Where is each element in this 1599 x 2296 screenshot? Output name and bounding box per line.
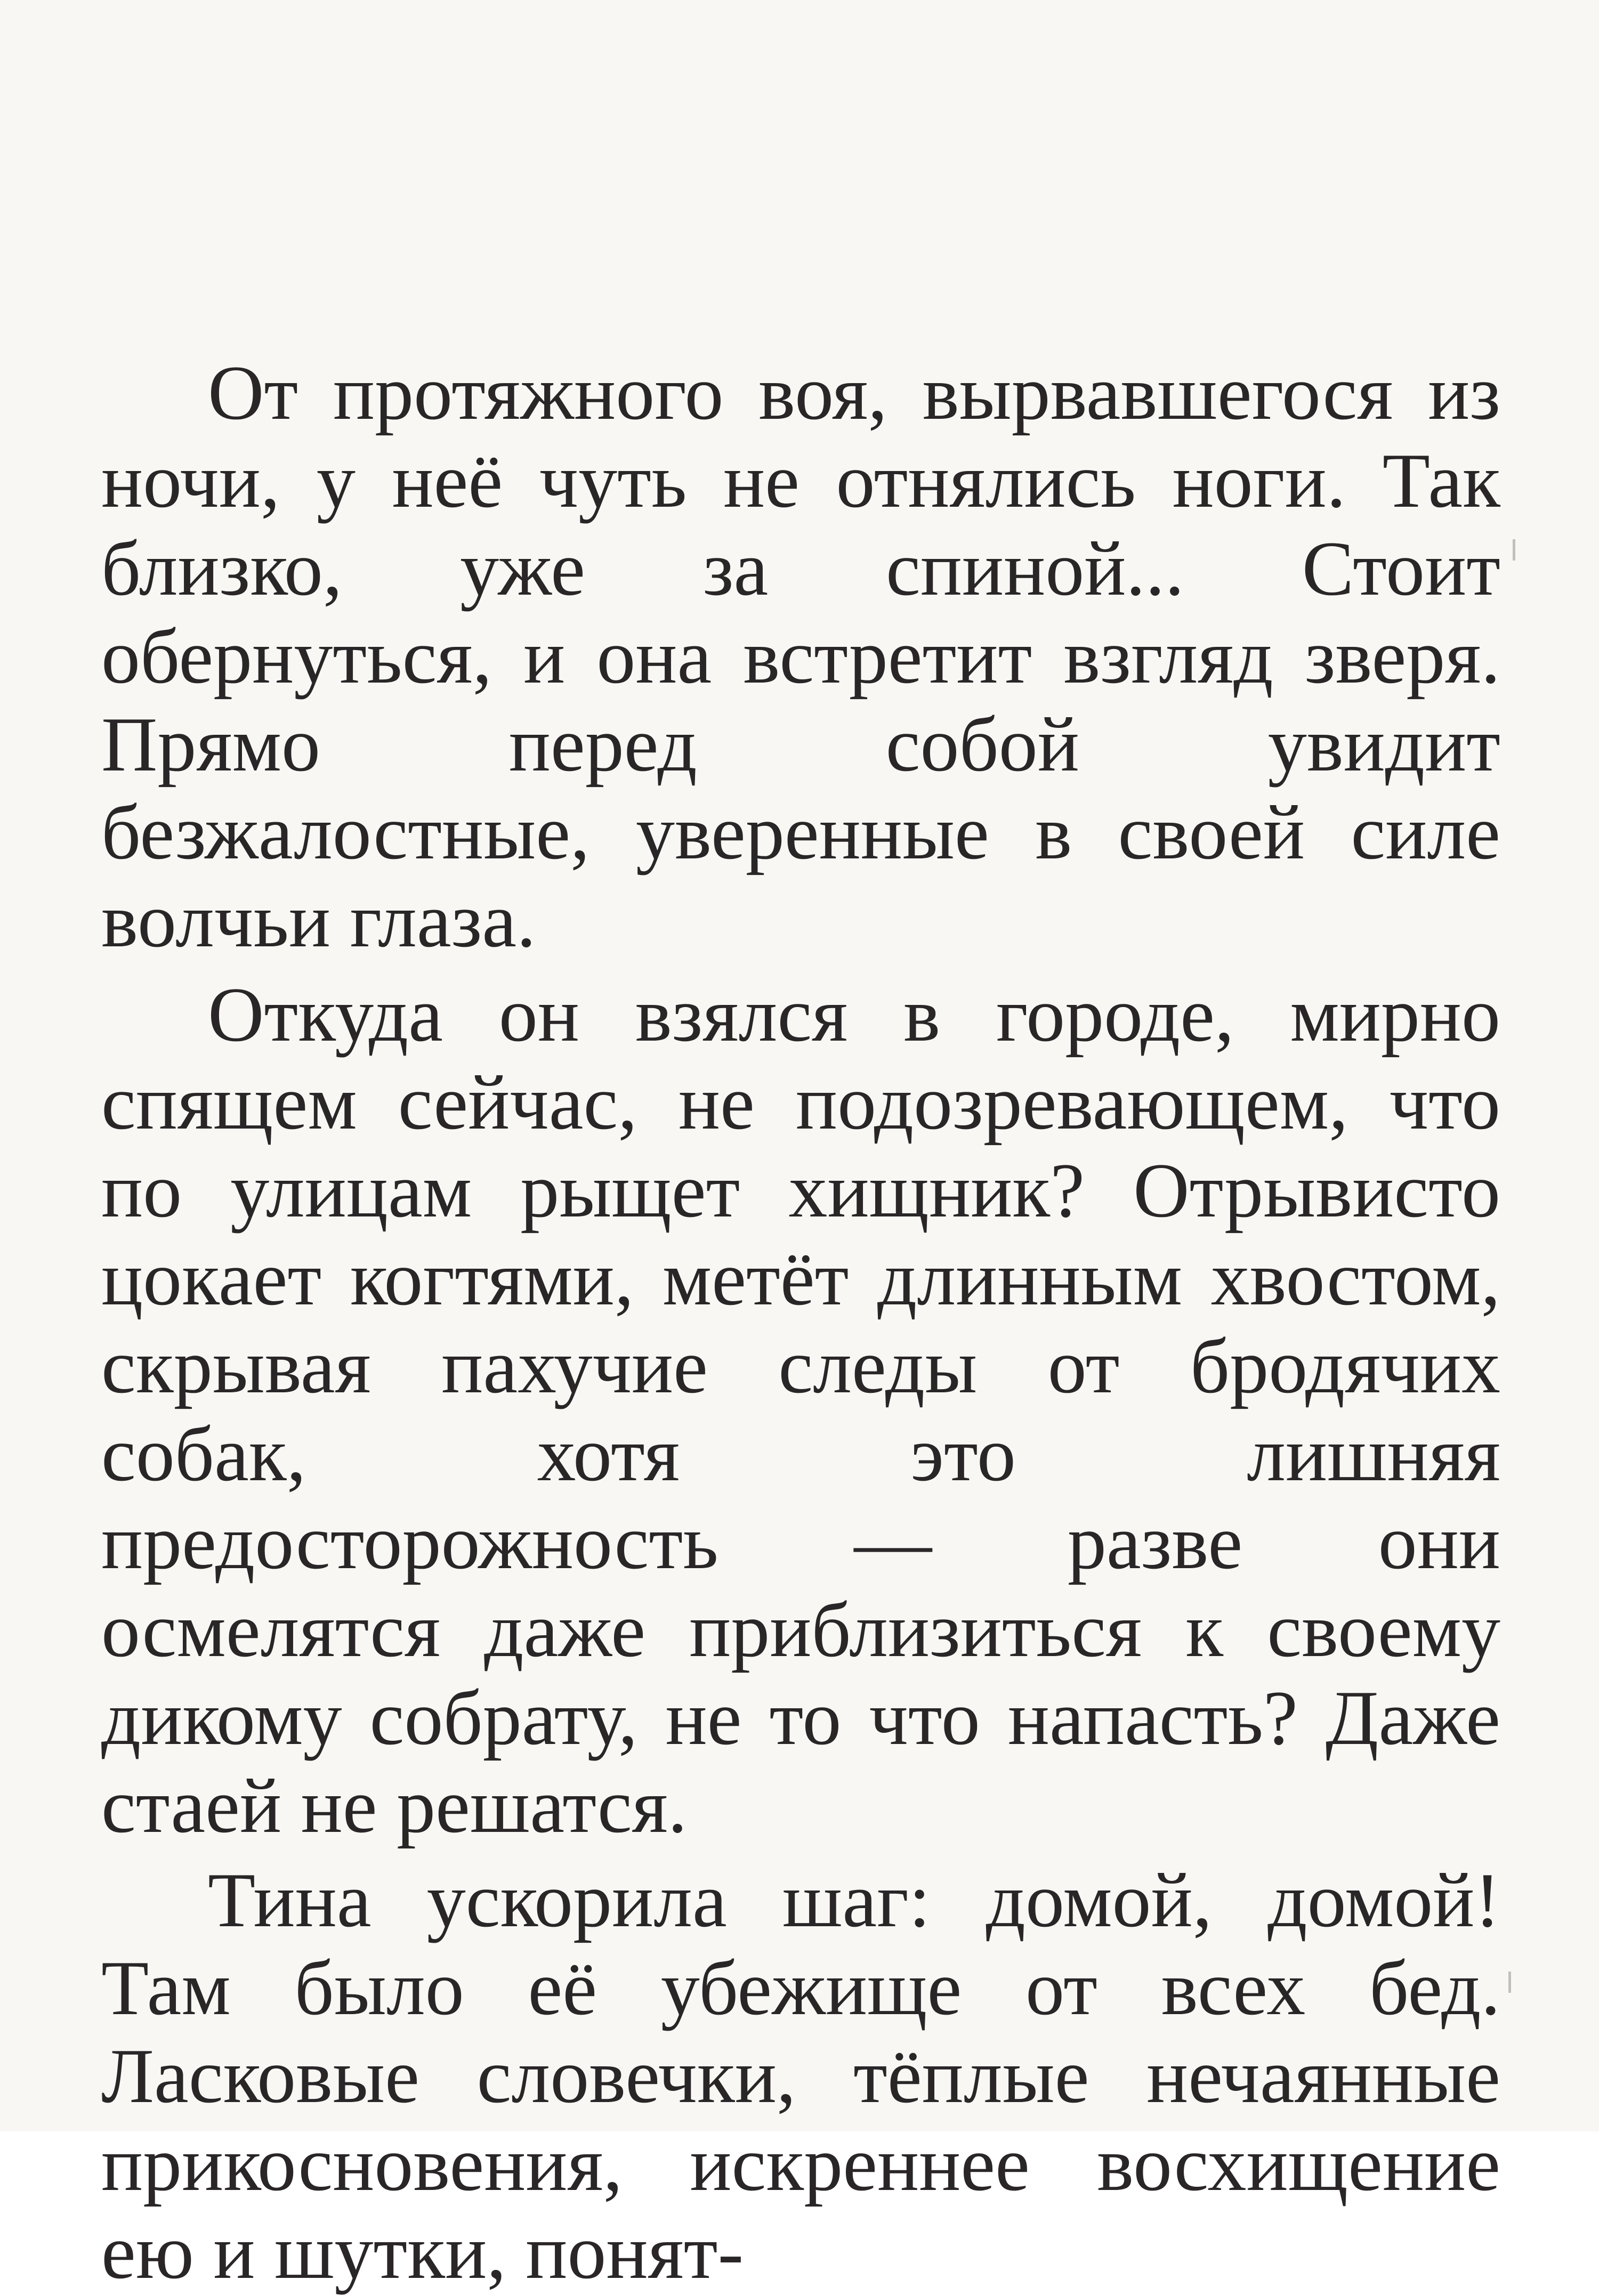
edge-mark: [1508, 1972, 1511, 1993]
show-through-text: [101, 229, 1498, 368]
paragraph-3: Тина ускорила шаг: домой, домой! Там было её убежище от всех бед. Ласковые словечки, тёплые нечаянные прикосновения, искреннее восхищение ею и шутки, понят-: [101, 1857, 1500, 2295]
paragraph-2: Откуда он взялся в городе, мирно спящем сейчас, не подозревающем, что по улицам рыщет хищник? Отрывисто цокает когтями, метёт длинным хвостом, скрывая пахучие следы от бродячих собак, хотя это лишняя предосторожность — разве они осмелятся даже приблизиться к своему дикому собрату, не то что напасть? Даже стаей не решатся.: [101, 971, 1500, 1849]
page-text: [101, 349, 1500, 2296]
edge-mark: [1513, 539, 1515, 561]
paragraph-1: От протяжного воя, вырвавшегося из ночи, у неё чуть не отнялись ноги. Так близко, уже за спиной... Стоит обернуться, и она встретит взгляд зверя. Прямо перед собой увидит безжалостные, уверенные в своей силе волчьи глаза.: [101, 350, 1500, 963]
